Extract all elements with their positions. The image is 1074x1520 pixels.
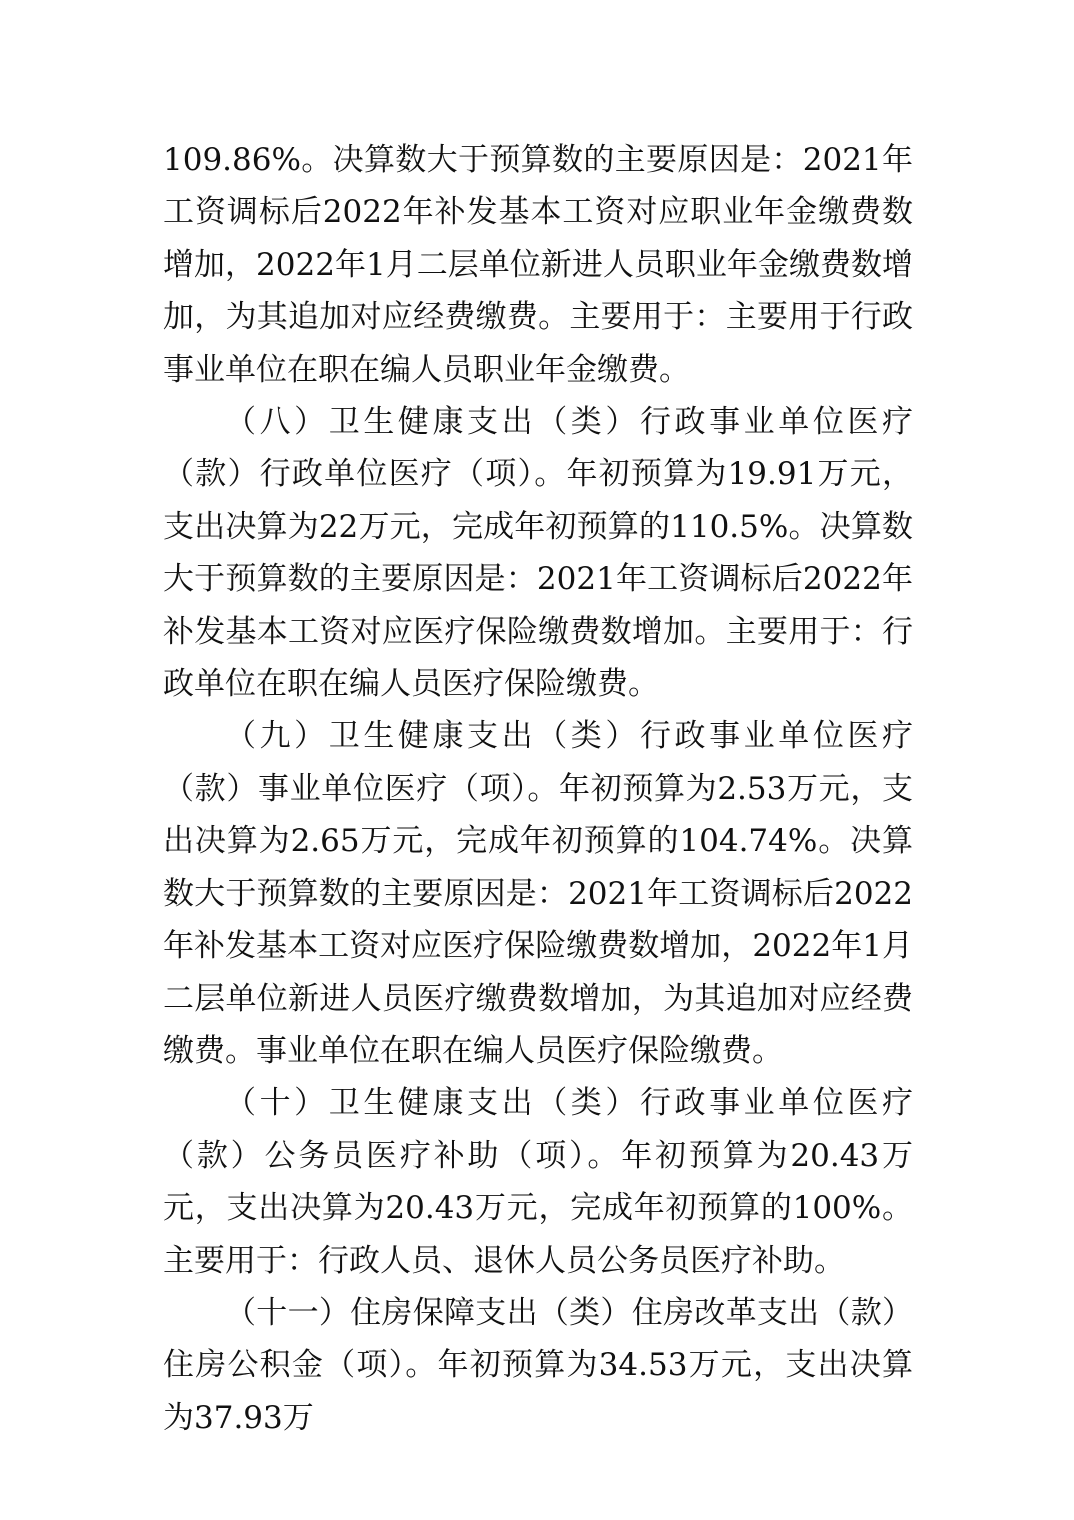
paragraph-item-10: （十）卫生健康支出（类）行政事业单位医疗（款）公务员医疗补助（项）。年初预算为20.43万元，支出决算为20.43万元，完成年初预算的100%。主要用于：行政人员、退休人员公务员医疗补助。 — [163, 1085, 913, 1279]
paragraph-item-8: （八）卫生健康支出（类）行政事业单位医疗（款）行政单位医疗（项）。年初预算为19.91万元，支出决算为22万元，完成年初预算的110.5%。决算数大于预算数的主要原因是：2021年工资调标后2022年补发基本工资对应医疗保险缴费数增加。主要用于：行政单位在职在编人员医疗保险缴费。 — [163, 404, 913, 703]
document-body — [163, 134, 913, 1444]
paragraph-item-9: （九）卫生健康支出（类）行政事业单位医疗（款）事业单位医疗（项）。年初预算为2.53万元，支出决算为2.65万元，完成年初预算的104.74%。决算数大于预算数的主要原因是：2021年工资调标后2022年补发基本工资对应医疗保险缴费数增加，2022年1月二层单位新进人员医疗缴费数增加，为其追加对应经费缴费。事业单位在职在编人员医疗保险缴费。 — [163, 718, 913, 1069]
paragraph-continuation: 109.86%。决算数大于预算数的主要原因是：2021年工资调标后2022年补发基本工资对应职业年金缴费数增加，2022年1月二层单位新进人员职业年金缴费数增加，为其追加对应经费缴费。主要用于：主要用于行政事业单位在职在编人员职业年金缴费。 — [163, 142, 913, 388]
paragraph-item-11: （十一）住房保障支出（类）住房改革支出（款）住房公积金（项）。年初预算为34.53万元，支出决算为37.93万 — [163, 1294, 913, 1436]
